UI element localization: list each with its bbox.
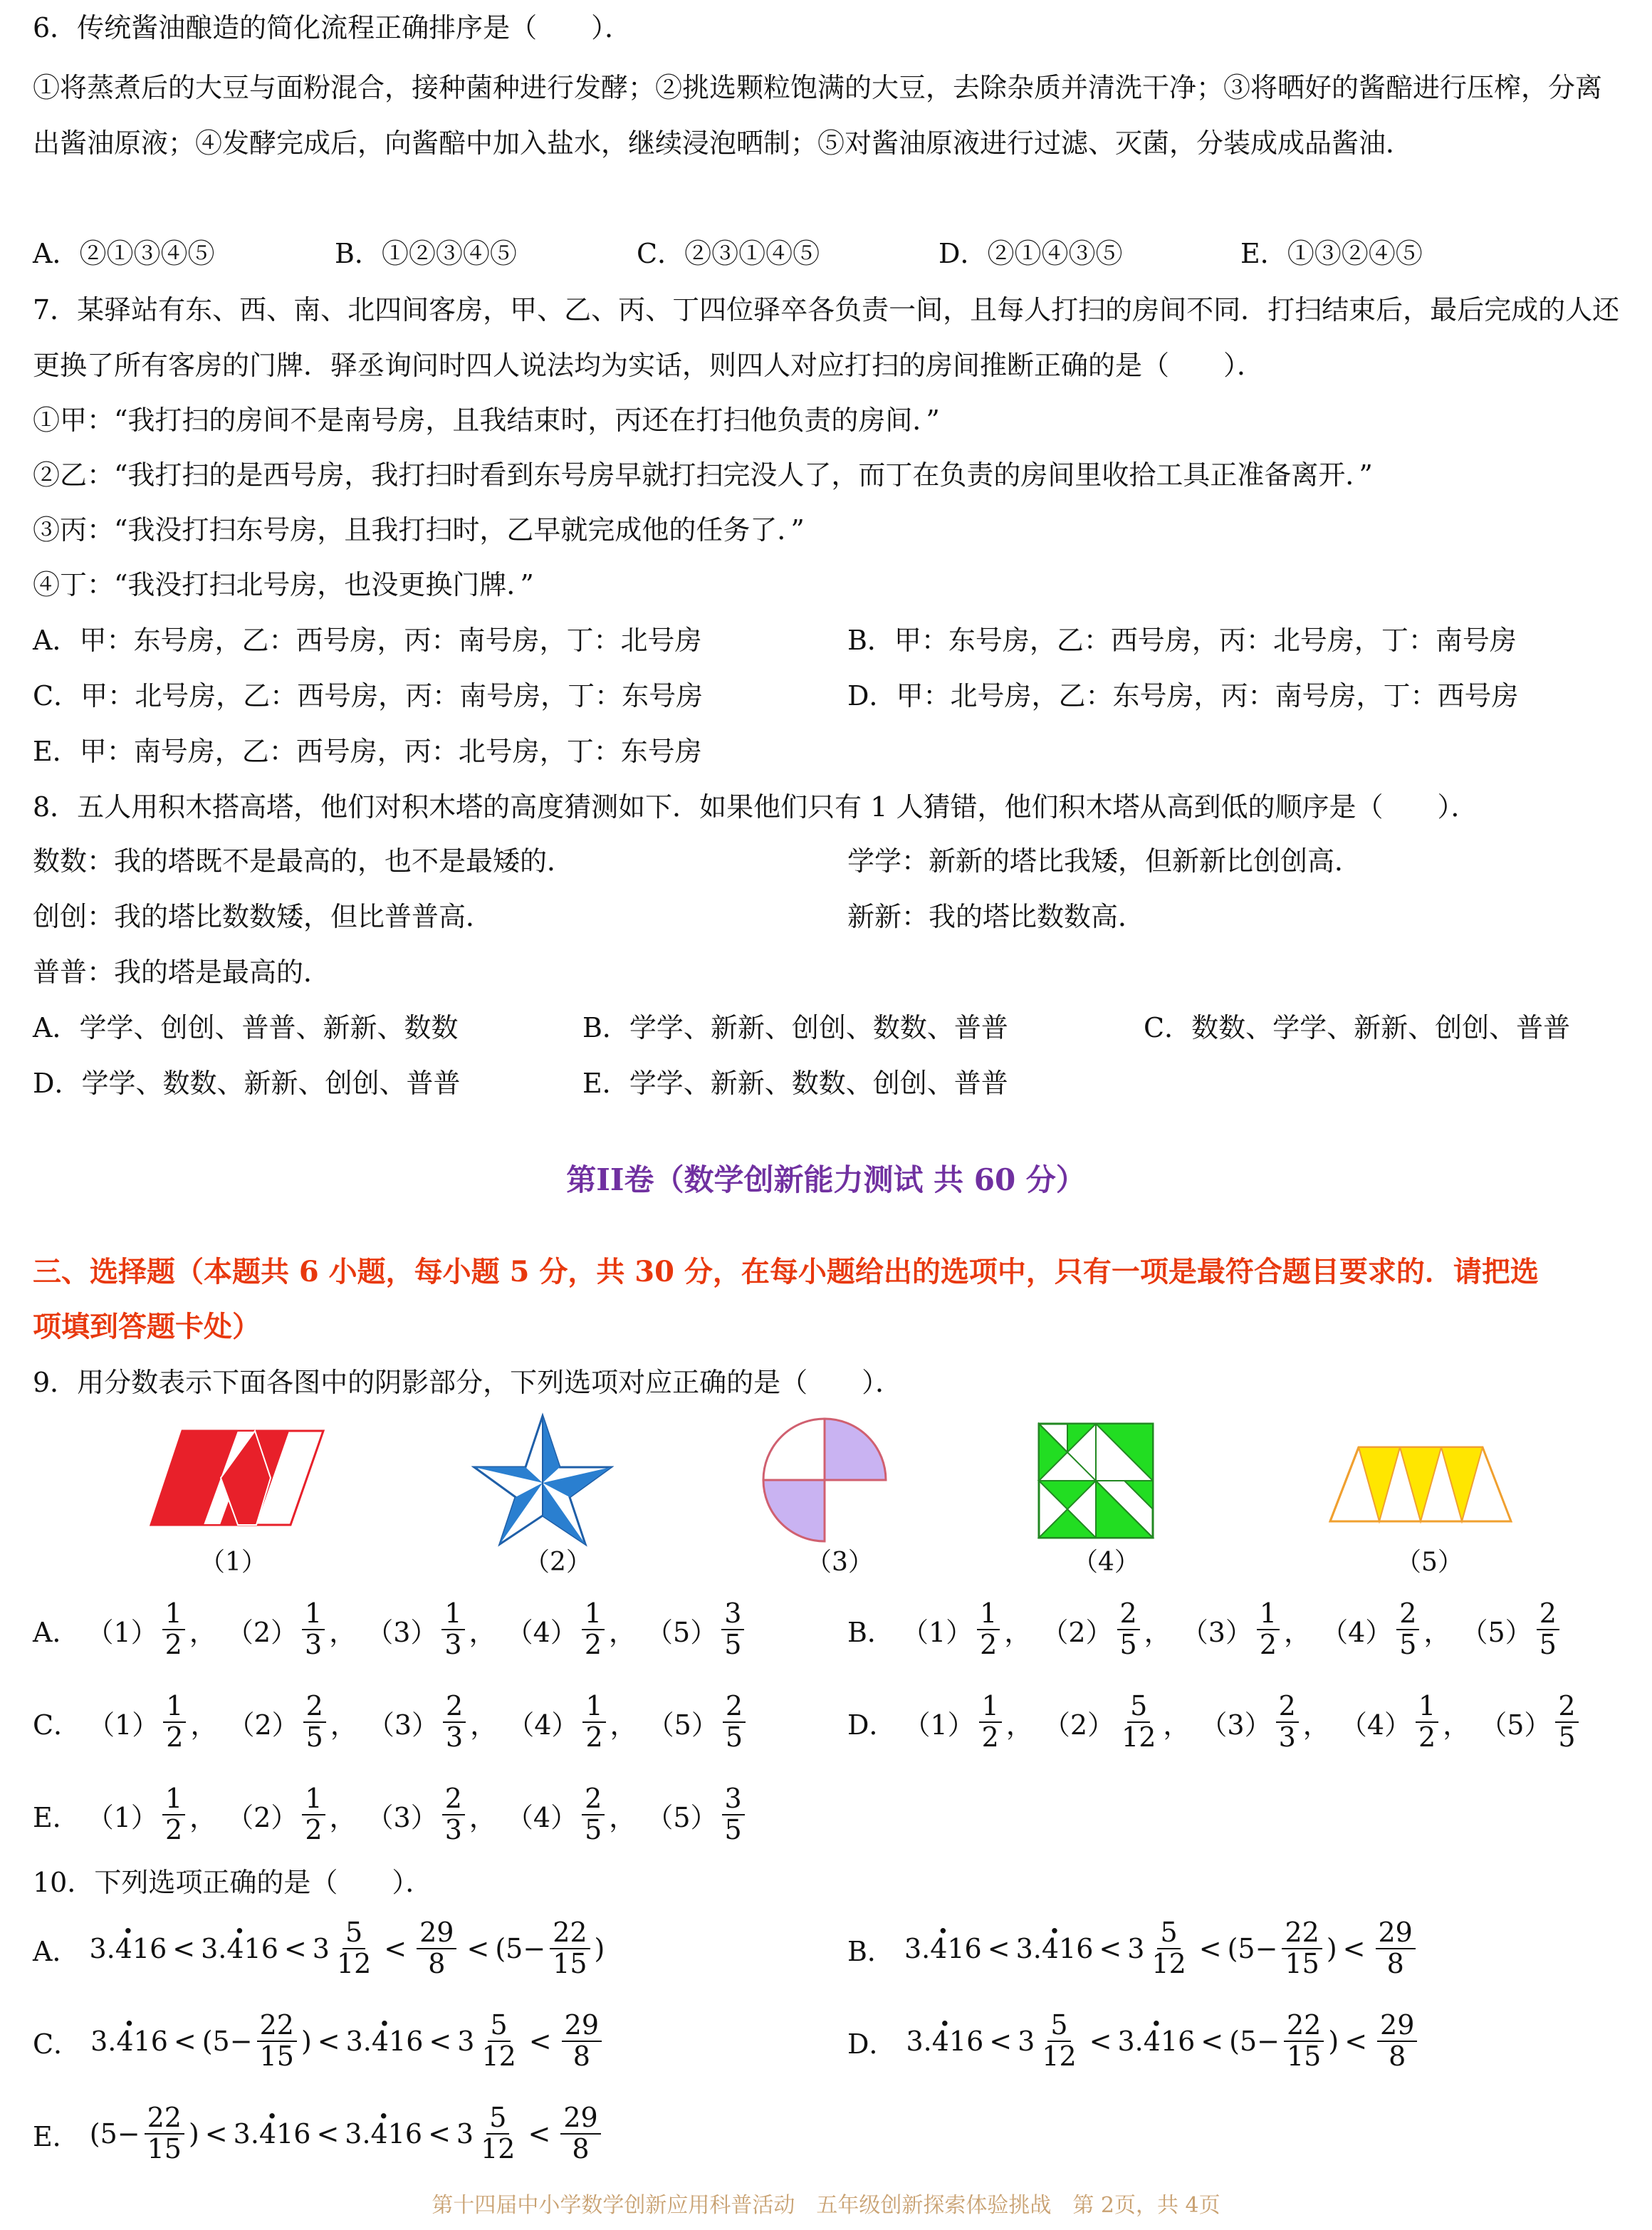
fig-ref: （1） xyxy=(88,1709,160,1741)
fraction-numerator: 1 xyxy=(977,1599,1000,1630)
fraction xyxy=(1555,1692,1578,1753)
paren-expression xyxy=(495,1918,605,1979)
q6-option-e: E．①③②④⑤ xyxy=(1240,238,1423,269)
fraction xyxy=(417,1918,456,1979)
fraction xyxy=(723,1692,746,1753)
fraction xyxy=(1537,1599,1559,1660)
fraction-numerator: 29 xyxy=(560,2103,600,2135)
fig-ref: （5） xyxy=(1460,1616,1532,1648)
q6-option-a: A．②①③④⑤ xyxy=(33,238,215,269)
fraction-denominator: 5 xyxy=(585,1814,602,1845)
fraction xyxy=(302,1784,325,1845)
paren-open: (5 xyxy=(89,2118,117,2150)
fig-ref: （2） xyxy=(227,1709,299,1741)
fraction-numerator: 2 xyxy=(723,1692,746,1723)
mixed-number xyxy=(456,2103,523,2164)
fraction-denominator: 5 xyxy=(724,1814,742,1845)
q9-stem: 9．用分数表示下面各图中的阴影部分，下列选项对应正确的是（ ）． xyxy=(33,1367,903,1398)
fig-ref: （4） xyxy=(506,1801,578,1833)
less-than-sign: < xyxy=(1342,1933,1366,1964)
fig-ref: （5） xyxy=(1480,1709,1552,1741)
q6-body: ①将蒸煮后的大豆与面粉混合，接种菌种进行发酵；②挑选颗粒饱满的大豆，去除杂质并清洗干净；③将晒好的酱醅进行压榨，分离出酱油原液；④发酵完成后，向酱醅中加入盐水，继续浸泡晒制；⑤对酱油原液进行过滤、灭菌，分装成成品酱油． xyxy=(33,72,1603,159)
fraction-numerator: 3 xyxy=(721,1599,744,1630)
fraction xyxy=(145,2103,184,2164)
fraction-denominator: 12 xyxy=(1042,2041,1077,2072)
q7-option-e: E．甲：南号房，乙：西号房，丙：北号房，丁：东号房 xyxy=(33,736,702,767)
repeating-decimal-a: 3.416 · xyxy=(906,2026,983,2057)
repeating-decimal-a: 3.416 · xyxy=(904,1933,982,1964)
less-than-sign: < xyxy=(987,1933,1010,1964)
paren-close: ) xyxy=(594,1933,605,1964)
part2-title: 第II卷（数学创新能力测试 共 60 分） xyxy=(566,1162,1086,1197)
minus-sign: − xyxy=(229,2026,253,2057)
q6-stem: 6．传统酱油酿造的简化流程正确排序是（ ）． xyxy=(33,12,632,43)
fraction-denominator: 8 xyxy=(428,1948,446,1979)
fraction-numerator: 1 xyxy=(1416,1692,1438,1723)
fraction-denominator: 5 xyxy=(305,1721,323,1753)
fig-ref: （5） xyxy=(647,1709,718,1741)
q7-option-d: D．甲：北号房，乙：东号房，丙：南号房，丁：西号房 xyxy=(847,680,1519,712)
fraction-numerator: 1 xyxy=(163,1692,186,1723)
fraction xyxy=(1376,1918,1416,1979)
fraction xyxy=(1377,2011,1417,2072)
fraction-numerator: 5 xyxy=(343,1918,365,1949)
fraction-denominator: 5 xyxy=(1539,1629,1557,1660)
q10-option-row xyxy=(847,1899,1420,1999)
fraction xyxy=(582,1599,605,1660)
paren-close: ) xyxy=(300,2026,312,2057)
fraction-numerator: 2 xyxy=(1276,1692,1299,1723)
less-than-sign: < xyxy=(172,1933,196,1964)
fraction-numerator: 2 xyxy=(443,1692,466,1723)
fraction-denominator: 8 xyxy=(1386,1948,1404,1979)
less-than-sign: < xyxy=(204,2118,228,2150)
option-letter: B． xyxy=(847,1935,894,1967)
fraction-numerator: 1 xyxy=(441,1599,464,1630)
fraction-numerator: 2 xyxy=(1396,1599,1419,1630)
less-than-sign: < xyxy=(466,1933,490,1964)
fraction-numerator: 1 xyxy=(162,1784,185,1815)
fraction xyxy=(163,1692,186,1753)
q9-option-row: D． （1） $\frac{1}{2}$ ， （2） $\frac{5}{12}$ ， （3） $\frac{2}{3}$ ， （4） $\frac{1}{2}$ ， （5） $\frac{2}{5}$ xyxy=(847,1672,1583,1772)
mixed-whole: 3 xyxy=(312,1933,330,1964)
q8-stem: 8．五人用积木搭高塔，他们对积木塔的高度猜测如下．如果他们只有 1 人猜错，他们积木塔从高到低的顺序是（ ）． xyxy=(33,791,1478,823)
less-than-sign: < xyxy=(1089,2026,1112,2057)
fraction-denominator: 12 xyxy=(481,2041,516,2072)
fraction xyxy=(441,1599,464,1660)
fraction-numerator: 5 xyxy=(488,2011,511,2042)
fraction-numerator: 29 xyxy=(1376,1918,1416,1949)
fraction-denominator: 3 xyxy=(446,1721,464,1753)
paren-open: (5 xyxy=(1229,2026,1258,2057)
fraction-denominator: 12 xyxy=(1151,1948,1186,1979)
less-than-sign: < xyxy=(429,2026,452,2057)
repeating-decimal-b: 3.416 · xyxy=(1118,2026,1196,2057)
paren-open: (5 xyxy=(495,1933,523,1964)
fraction-denominator: 5 xyxy=(1119,1629,1137,1660)
fraction-numerator: 1 xyxy=(162,1599,185,1630)
fraction-denominator: 15 xyxy=(1287,2041,1322,2072)
fig-ref: （3） xyxy=(367,1709,439,1741)
section3-heading-line1: 三、选择题（本题共 6 小题，每小题 5 分，共 30 分，在每小题给出的选项中，只有一项是最符合题目要求的．请把选 xyxy=(33,1255,1539,1288)
fraction-numerator: 2 xyxy=(1537,1599,1559,1630)
fraction-denominator: 2 xyxy=(164,1629,182,1660)
q10-stem: 10．下列选项正确的是（ ）． xyxy=(33,1867,433,1898)
q7-statement-1: ①甲：“我打扫的房间不是南号房，且我结束时，丙还在打扫他负责的房间．” xyxy=(33,405,940,436)
q7-stem: 7．某驿站有东、西、南、北四间客房，甲、乙、丙、丁四位驿卒各负责一间，且每人打扫的房间不同．打扫结束后，最后完成的人还更换了所有客房的门牌．驿丞询问时四人说法均为实话，则四人对应打扫的房间推断正确的是（ ）． xyxy=(33,294,1620,381)
q9-figure-5-label: （5） xyxy=(1396,1548,1463,1577)
fig-ref: （1） xyxy=(901,1616,973,1648)
fraction xyxy=(582,1692,605,1753)
less-than-sign: < xyxy=(1201,2026,1224,2057)
fraction xyxy=(721,1599,744,1660)
less-than-sign: < xyxy=(1198,1933,1222,1964)
fraction-denominator: 3 xyxy=(444,1629,462,1660)
fraction-denominator: 12 xyxy=(481,2133,516,2164)
fraction-denominator: 5 xyxy=(725,1721,743,1753)
q8-statement-shushu: 数数：我的塔既不是最高的，也不是最矮的． xyxy=(33,845,575,877)
fraction xyxy=(582,1784,605,1845)
fraction-denominator: 2 xyxy=(981,1721,999,1753)
option-letter: B． xyxy=(847,1616,894,1648)
q8-option-e: E．学学、新新、数数、创创、普普 xyxy=(582,1068,1008,1099)
fraction-denominator: 8 xyxy=(573,2041,590,2072)
section3-heading-line2: 项填到答题卡处） xyxy=(33,1310,261,1343)
fraction-denominator: 3 xyxy=(1278,1721,1296,1753)
q9-figure-2-star xyxy=(471,1412,614,1547)
less-than-sign: < xyxy=(283,1933,307,1964)
q6-option-d: D．②①④③⑤ xyxy=(939,238,1123,269)
fraction-denominator: 2 xyxy=(585,1721,603,1753)
less-than-sign: < xyxy=(1099,1933,1122,1964)
q8-option-c: C．数数、学学、新新、创创、普普 xyxy=(1144,1012,1571,1043)
fraction-numerator: 1 xyxy=(582,1599,605,1630)
fig-ref: （5） xyxy=(646,1616,718,1648)
fraction-numerator: 22 xyxy=(1282,1918,1322,1949)
less-than-sign: < xyxy=(989,2026,1013,2057)
fraction xyxy=(257,2011,297,2072)
fraction-denominator: 5 xyxy=(1399,1629,1417,1660)
repeating-decimal-b: 3.416 · xyxy=(1016,1933,1094,1964)
option-letter: A． xyxy=(33,1935,80,1967)
fraction-numerator: 22 xyxy=(257,2011,297,2042)
fig-ref: （4） xyxy=(1339,1709,1411,1741)
mixed-number xyxy=(1018,2011,1084,2072)
fig-ref: （5） xyxy=(646,1801,718,1833)
mixed-whole: 3 xyxy=(1018,2026,1035,2057)
mixed-whole: 3 xyxy=(457,2026,475,2057)
option-letter: D． xyxy=(847,1709,896,1741)
q8-statement-xinxin: 新新：我的塔比数数高． xyxy=(847,901,1146,932)
fraction-numerator: 1 xyxy=(1257,1599,1280,1630)
fraction-denominator: 8 xyxy=(1389,2041,1406,2072)
page-footer: 第十四届中小学数学创新应用科普活动 五年级创新探索体验挑战 第 2页，共 4页 xyxy=(432,2193,1220,2218)
fraction-denominator: 5 xyxy=(1558,1721,1576,1753)
q9-figure-4-green-square xyxy=(1037,1422,1155,1540)
fraction xyxy=(1416,1692,1438,1753)
mixed-number xyxy=(1127,1918,1193,1979)
repeating-decimal-b: 3.416 · xyxy=(201,1933,278,1964)
mixed-whole: 3 xyxy=(1127,1933,1145,1964)
q9-option-row: E． （1） $\frac{1}{2}$ ， （2） $\frac{1}{2}$ ， （3） $\frac{2}{3}$ ， （4） $\frac{2}{5}$ ， （5） $\frac{3}{5}$ xyxy=(33,1765,749,1865)
fraction xyxy=(979,1692,1002,1753)
fraction-denominator: 12 xyxy=(336,1948,372,1979)
q9-figure-3-label: （3） xyxy=(806,1548,874,1577)
paren-close: ) xyxy=(1328,2026,1339,2057)
fraction-numerator: 2 xyxy=(1555,1692,1578,1723)
q10-option-row xyxy=(33,1899,605,1999)
paren-open: (5 xyxy=(1227,1933,1255,1964)
fig-ref: （2） xyxy=(226,1801,298,1833)
fraction-numerator: 29 xyxy=(417,1918,456,1949)
q9-figure-4-label: （4） xyxy=(1072,1548,1140,1577)
fraction-numerator: 2 xyxy=(1117,1599,1140,1630)
fraction-denominator: 2 xyxy=(1259,1629,1277,1660)
q9-figure-5-trapezoid xyxy=(1327,1443,1514,1526)
q9-option-row: B． （1） $\frac{1}{2}$ ， （2） $\frac{2}{5}$ ， （3） $\frac{1}{2}$ ， （4） $\frac{2}{5}$ ， （5） $\frac{2}{5}$ xyxy=(847,1580,1564,1679)
fraction xyxy=(977,1599,1000,1660)
fraction xyxy=(1119,1692,1159,1753)
fraction-denominator: 15 xyxy=(147,2133,182,2164)
fraction-denominator: 3 xyxy=(305,1629,323,1660)
minus-sign: − xyxy=(523,1933,546,1964)
fraction xyxy=(1149,1918,1188,1979)
option-letter: A． xyxy=(33,1616,80,1648)
less-than-sign: < xyxy=(384,1933,407,1964)
option-letter: E． xyxy=(33,1801,80,1833)
fig-ref: （2） xyxy=(1041,1616,1113,1648)
fraction xyxy=(562,2011,602,2072)
fig-ref: （3） xyxy=(1200,1709,1272,1741)
repeating-decimal-a: 3.416 · xyxy=(90,2026,168,2057)
fraction-numerator: 1 xyxy=(302,1599,325,1630)
fig-ref: （1） xyxy=(86,1616,158,1648)
paren-close: ) xyxy=(1326,1933,1337,1964)
fraction xyxy=(334,1918,374,1979)
fraction xyxy=(1257,1599,1280,1660)
fraction xyxy=(442,1784,465,1845)
q7-option-b: B．甲：东号房，乙：西号房，丙：北号房，丁：南号房 xyxy=(847,625,1517,656)
fraction-numerator: 29 xyxy=(1377,2011,1417,2042)
paren-expression xyxy=(202,2011,312,2072)
fraction xyxy=(560,2103,600,2164)
less-than-sign: < xyxy=(428,2118,451,2150)
fraction xyxy=(1276,1692,1299,1753)
repeating-decimal-a: 3.416 · xyxy=(234,2118,311,2150)
fraction-denominator: 2 xyxy=(164,1814,183,1845)
q9-option-row: C． （1） $\frac{1}{2}$ ， （2） $\frac{2}{5}$ ， （3） $\frac{2}{3}$ ， （4） $\frac{1}{2}$ ， （5） $\frac{2}{5}$ xyxy=(33,1672,750,1772)
q6-option-c: C．②③①④⑤ xyxy=(637,238,820,269)
fraction xyxy=(303,1692,326,1753)
less-than-sign: < xyxy=(1344,2026,1368,2057)
fraction xyxy=(1282,1918,1322,1979)
fraction-numerator: 2 xyxy=(582,1784,605,1815)
q9-figure-3-circle-sectors xyxy=(760,1416,896,1544)
minus-sign: − xyxy=(117,2118,140,2150)
less-than-sign: < xyxy=(528,2026,552,2057)
q8-option-a: A．学学、创创、普普、新新、数数 xyxy=(33,1012,459,1043)
fraction-denominator: 12 xyxy=(1122,1721,1156,1753)
fraction xyxy=(443,1692,466,1753)
minus-sign: − xyxy=(1257,2026,1280,2057)
minus-sign: − xyxy=(1255,1933,1278,1964)
q7-statement-2: ②乙：“我打扫的是西号房，我打扫时看到东号房早就打扫完没人了，而丁在负责的房间里收拾工具正准备离开．” xyxy=(33,459,1373,491)
fig-ref: （3） xyxy=(366,1801,438,1833)
q9-figure-1-parallelogram xyxy=(150,1428,328,1528)
q8-option-d: D．学学、数数、新新、创创、普普 xyxy=(33,1068,461,1099)
q8-option-b: B．学学、新新、创创、数数、普普 xyxy=(582,1012,1008,1043)
q6-option-b: B．①②③④⑤ xyxy=(335,238,517,269)
fig-ref: （1） xyxy=(86,1801,158,1833)
fraction-numerator: 22 xyxy=(145,2103,184,2135)
mixed-number xyxy=(313,1918,379,1979)
fraction-numerator: 5 xyxy=(1157,1918,1180,1949)
q7-statement-4: ④丁：“我没打扫北号房，也没更换门牌．” xyxy=(33,569,534,600)
fraction xyxy=(722,1784,745,1845)
fraction-denominator: 5 xyxy=(724,1629,742,1660)
fraction-numerator: 2 xyxy=(303,1692,326,1723)
q7-statement-3: ③丙：“我没打扫东号房，且我打扫时，乙早就完成他的任务了．” xyxy=(33,514,805,546)
fraction xyxy=(1117,1599,1140,1660)
fraction-denominator: 2 xyxy=(980,1629,998,1660)
fraction-denominator: 3 xyxy=(444,1814,462,1845)
q9-option-row: A． （1） $\frac{1}{2}$ ， （2） $\frac{1}{3}$ ， （3） $\frac{1}{3}$ ， （4） $\frac{1}{2}$ ， （5） $\frac{3}{5}$ xyxy=(33,1580,748,1679)
repeating-decimal-a: 3.416 · xyxy=(89,1933,167,1964)
fraction-denominator: 2 xyxy=(305,1814,323,1845)
fraction-denominator: 15 xyxy=(553,1948,587,1979)
mixed-whole: 3 xyxy=(456,2118,474,2150)
fraction-numerator: 5 xyxy=(1127,1692,1150,1723)
q10-option-row xyxy=(847,1991,1421,2091)
fraction xyxy=(478,2103,518,2164)
fraction xyxy=(1284,2011,1324,2072)
q8-statement-pupu: 普普：我的塔是最高的． xyxy=(33,957,331,988)
q8-statement-xuexue: 学学：新新的塔比我矮，但新新比创创高． xyxy=(847,845,1362,877)
fig-ref: （4） xyxy=(506,1616,577,1648)
fraction-numerator: 1 xyxy=(582,1692,605,1723)
fraction-numerator: 3 xyxy=(722,1784,745,1815)
fraction xyxy=(162,1599,185,1660)
fraction-numerator: 1 xyxy=(302,1784,325,1815)
fraction-denominator: 15 xyxy=(259,2041,294,2072)
fraction-numerator: 29 xyxy=(562,2011,602,2042)
option-letter: C． xyxy=(33,1709,81,1741)
fig-ref: （4） xyxy=(507,1709,579,1741)
fraction-denominator: 2 xyxy=(584,1629,602,1660)
less-than-sign: < xyxy=(528,2118,551,2150)
fraction xyxy=(1396,1599,1419,1660)
q7-option-c: C．甲：北号房，乙：西号房，丙：南号房，丁：东号房 xyxy=(33,680,704,712)
fraction xyxy=(162,1784,185,1845)
q7-option-a: A．甲：东号房，乙：西号房，丙：南号房，丁：北号房 xyxy=(33,625,702,656)
fraction xyxy=(1039,2011,1079,2072)
q10-option-row xyxy=(33,1991,606,2091)
paren-close: ) xyxy=(188,2118,199,2150)
paren-expression xyxy=(90,2103,199,2164)
fraction-numerator: 5 xyxy=(486,2103,509,2135)
fig-ref: （4） xyxy=(1321,1616,1393,1648)
fraction-numerator: 22 xyxy=(550,1918,590,1949)
repeating-decimal-b: 3.416 · xyxy=(345,2118,422,2150)
paren-open: (5 xyxy=(202,2026,230,2057)
option-letter: C． xyxy=(33,2028,81,2060)
q10-option-row xyxy=(33,2084,605,2184)
fraction-denominator: 2 xyxy=(166,1721,184,1753)
fraction xyxy=(302,1599,325,1660)
fraction-denominator: 2 xyxy=(1418,1721,1436,1753)
fig-ref: （3） xyxy=(366,1616,438,1648)
fraction-numerator: 1 xyxy=(979,1692,1002,1723)
mixed-number xyxy=(457,2011,523,2072)
paren-expression xyxy=(1229,2011,1339,2072)
fraction-numerator: 5 xyxy=(1047,2011,1070,2042)
fraction-numerator: 22 xyxy=(1284,2011,1324,2042)
fig-ref: （3） xyxy=(1181,1616,1253,1648)
q9-figure-1-label: （1） xyxy=(199,1548,267,1577)
fig-ref: （2） xyxy=(1042,1709,1115,1741)
fraction xyxy=(479,2011,518,2072)
fraction xyxy=(550,1918,590,1979)
fraction-denominator: 15 xyxy=(1285,1948,1319,1979)
q8-statement-chuangchuang: 创创：我的塔比数数矮，但比普普高． xyxy=(33,901,493,932)
option-letter: D． xyxy=(847,2028,896,2060)
less-than-sign: < xyxy=(316,2118,340,2150)
paren-expression xyxy=(1228,1918,1337,1979)
repeating-decimal-b: 3.416 · xyxy=(346,2026,424,2057)
fraction-numerator: 2 xyxy=(442,1784,465,1815)
option-letter: E． xyxy=(33,2120,80,2152)
less-than-sign: < xyxy=(173,2026,197,2057)
fig-ref: （2） xyxy=(226,1616,298,1648)
less-than-sign: < xyxy=(317,2026,340,2057)
fraction-denominator: 8 xyxy=(572,2133,590,2164)
q9-figure-2-label: （2） xyxy=(524,1548,592,1577)
fig-ref: （1） xyxy=(903,1709,975,1741)
